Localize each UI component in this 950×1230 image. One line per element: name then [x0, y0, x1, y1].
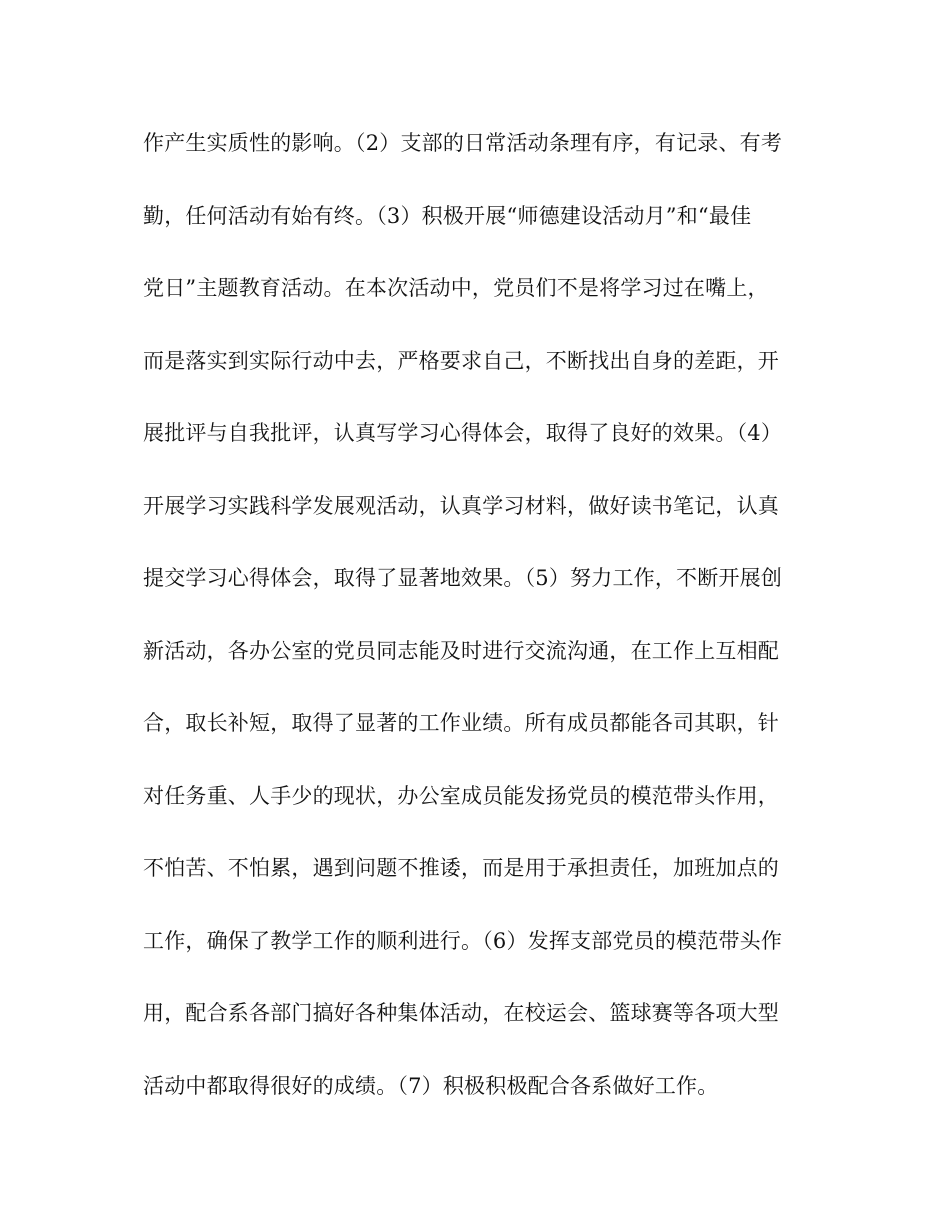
text-line: 展批评与自我批评，认真写学习心得体会，取得了良好的效果。（4）	[143, 421, 783, 445]
text-line: 而是落实到实际行动中去，严格要求自己，不断找出自身的差距，开	[143, 348, 779, 373]
text-line: 勤，任何活动有始有终。（3）积极开展“师德建设活动月”和“最佳	[143, 203, 752, 228]
text-line: 提交学习心得体会，取得了显著地效果。（5）努力工作，不断开展创	[143, 566, 783, 590]
text-line: 不怕苦、不怕累，遇到问题不推诿，而是用于承担责任，加班加点的	[143, 856, 779, 880]
text-line: 对任务重、人手少的现状，办公室成员能发扬党员的模范带头作用，	[143, 783, 779, 808]
text-line: 开展学习实践科学发展观活动，认真学习材料，做好读书笔记，认真	[143, 493, 779, 518]
text-line: 活动中都取得很好的成绩。（7）积极积极配合各系做好工作。	[143, 1073, 719, 1098]
body-text	[143, 120, 823, 1135]
text-line: 新活动，各办公室的党员同志能及时进行交流沟通，在工作上互相配	[143, 638, 779, 663]
text-line: 用，配合系各部门搞好各种集体活动，在校运会、篮球赛等各项大型	[143, 1001, 779, 1025]
text-line: 作产生实质性的影响。（2）支部的日常活动条理有序，有记录、有考	[143, 131, 783, 155]
text-line: 工作，确保了教学工作的顺利进行。（6）发挥支部党员的模范带头作	[143, 928, 783, 953]
text-line: 合，取长补短，取得了显著的工作业绩。所有成员都能各司其职，针	[143, 711, 779, 735]
text-line: 党日”主题教育活动。在本次活动中，党员们不是将学习过在嘴上，	[143, 276, 769, 300]
